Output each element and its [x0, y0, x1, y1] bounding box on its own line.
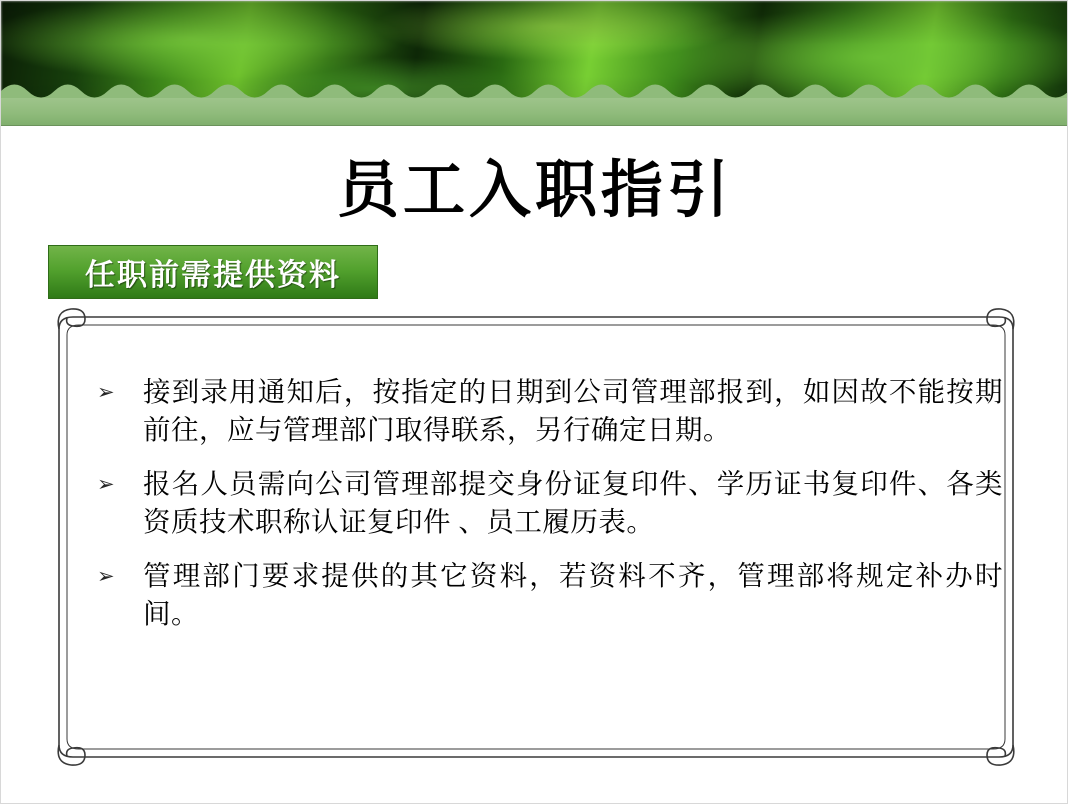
list-item-text: 报名人员需向公司管理部提交身份证复印件、学历证书复印件、各类资质技术职称认证复印件 、员工履历表。 [143, 468, 1003, 537]
banner-bottom-band [1, 98, 1068, 126]
section-tab-label: 任职前需提供资料 [85, 259, 341, 292]
arrow-bullet-icon: ➢ [97, 472, 115, 496]
banner-shadow [1, 125, 1068, 126]
section-tab [48, 245, 378, 299]
list-item [87, 557, 1003, 633]
bullet-list [87, 373, 1003, 649]
list-item [87, 373, 1003, 449]
arrow-bullet-icon: ➢ [97, 380, 115, 404]
header-banner-image [1, 1, 1068, 126]
arrow-bullet-icon: ➢ [97, 564, 115, 588]
list-item-text: 管理部门要求提供的其它资料，若资料不齐，管理部将规定补办时间。 [143, 560, 1003, 629]
list-item [87, 465, 1003, 541]
slide-title: 员工入职指引 [336, 153, 733, 226]
list-item-text: 接到录用通知后，按指定的日期到公司管理部报到，如因故不能按期前往，应与管理部门取得联系，另行确定日期。 [143, 376, 1003, 445]
